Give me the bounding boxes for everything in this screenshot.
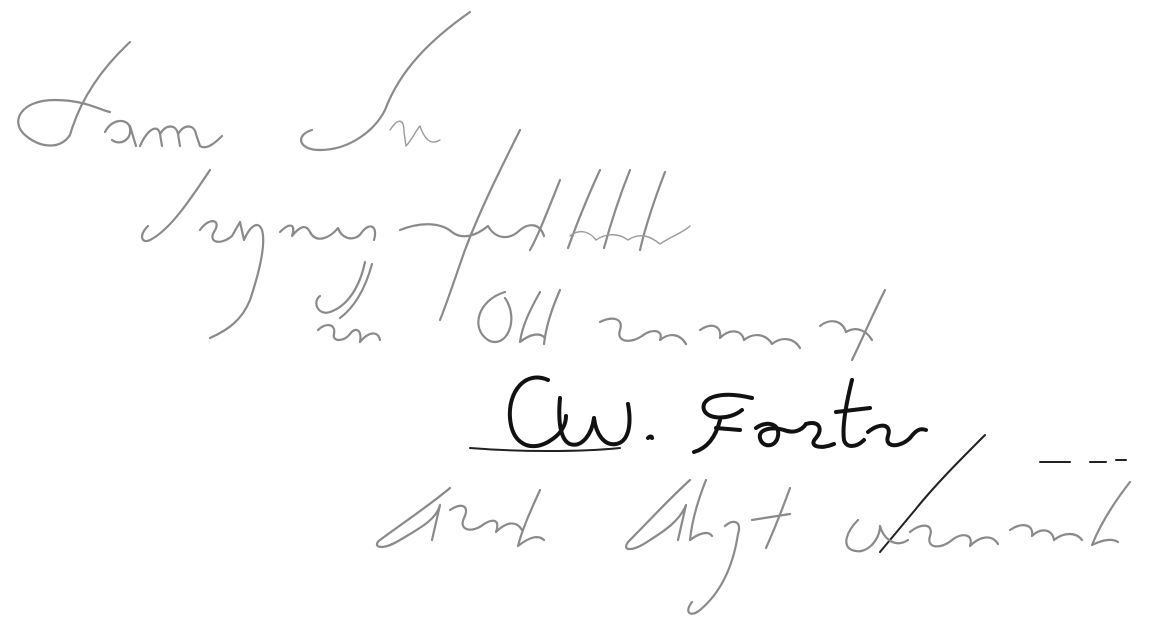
closing-line-1 [18, 12, 470, 150]
closing-line-2 [142, 130, 690, 338]
signature [470, 378, 926, 452]
closing-line-4 [377, 435, 1130, 614]
closing-line-3 [316, 262, 885, 360]
